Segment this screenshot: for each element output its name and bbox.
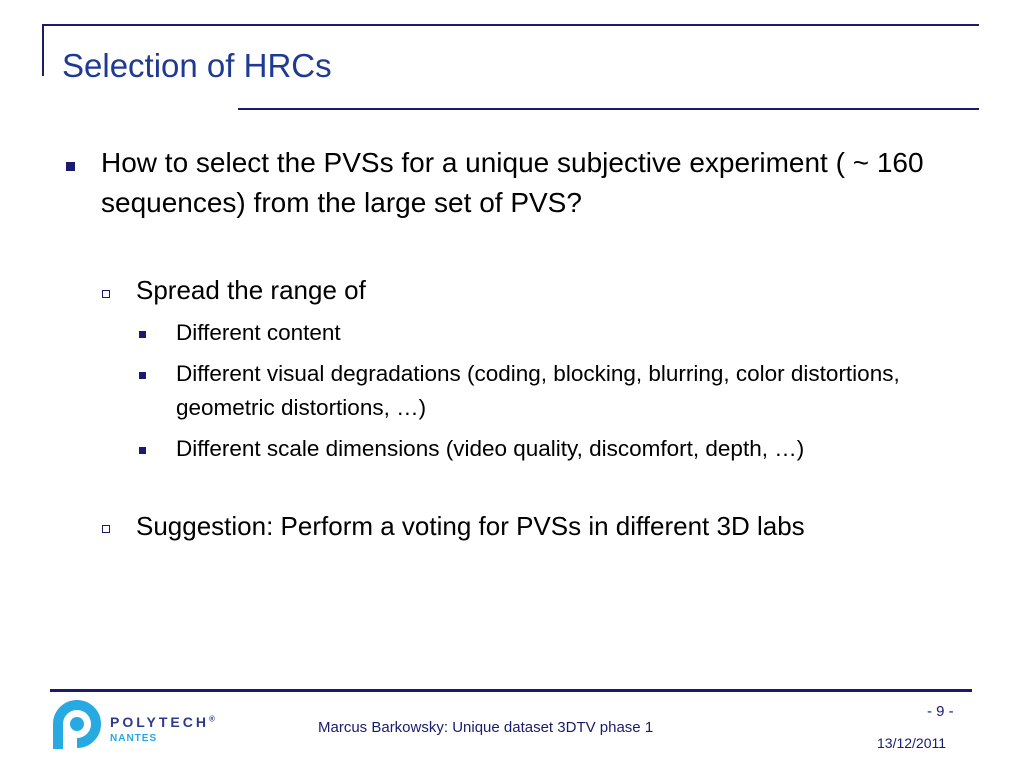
- bullet-level2: Spread the range of: [136, 275, 366, 305]
- top-frame-line: [42, 24, 979, 26]
- footer-date: 13/12/2011: [877, 735, 947, 751]
- footer-rule: [50, 689, 972, 692]
- logo-subtitle: NANTES: [110, 733, 158, 744]
- bullet-level2: Suggestion: Perform a voting for PVSs in different 3D labs: [136, 511, 805, 541]
- bullet-level3: Different content: [176, 320, 341, 345]
- square-bullet-icon: [139, 447, 146, 454]
- polytech-logo-icon: [50, 697, 104, 751]
- bullet-level3: Different visual degradations (coding, blocking, blurring, color distortions, geometric distortions, …): [176, 361, 900, 420]
- hollow-square-bullet-icon: [102, 525, 110, 533]
- bullet-level3: Different scale dimensions (video quality, discomfort, depth, …): [176, 436, 805, 461]
- square-bullet-icon: [139, 331, 146, 338]
- square-bullet-icon: [66, 162, 75, 171]
- bullet-level1: How to select the PVSs for a unique subjective experiment ( ~ 160 sequences) from the large set of PVS?: [101, 147, 924, 218]
- title-underline: [238, 108, 979, 110]
- footer-presenter-text: Marcus Barkowsky: Unique dataset 3DTV phase 1: [318, 719, 654, 736]
- logo-wordmark: POLYTECH®: [110, 714, 215, 730]
- page-number: - 9 -: [927, 703, 954, 720]
- slide-title: Selection of HRCs: [62, 47, 332, 84]
- square-bullet-icon: [139, 372, 146, 379]
- left-frame-line: [42, 24, 44, 76]
- hollow-square-bullet-icon: [102, 290, 110, 298]
